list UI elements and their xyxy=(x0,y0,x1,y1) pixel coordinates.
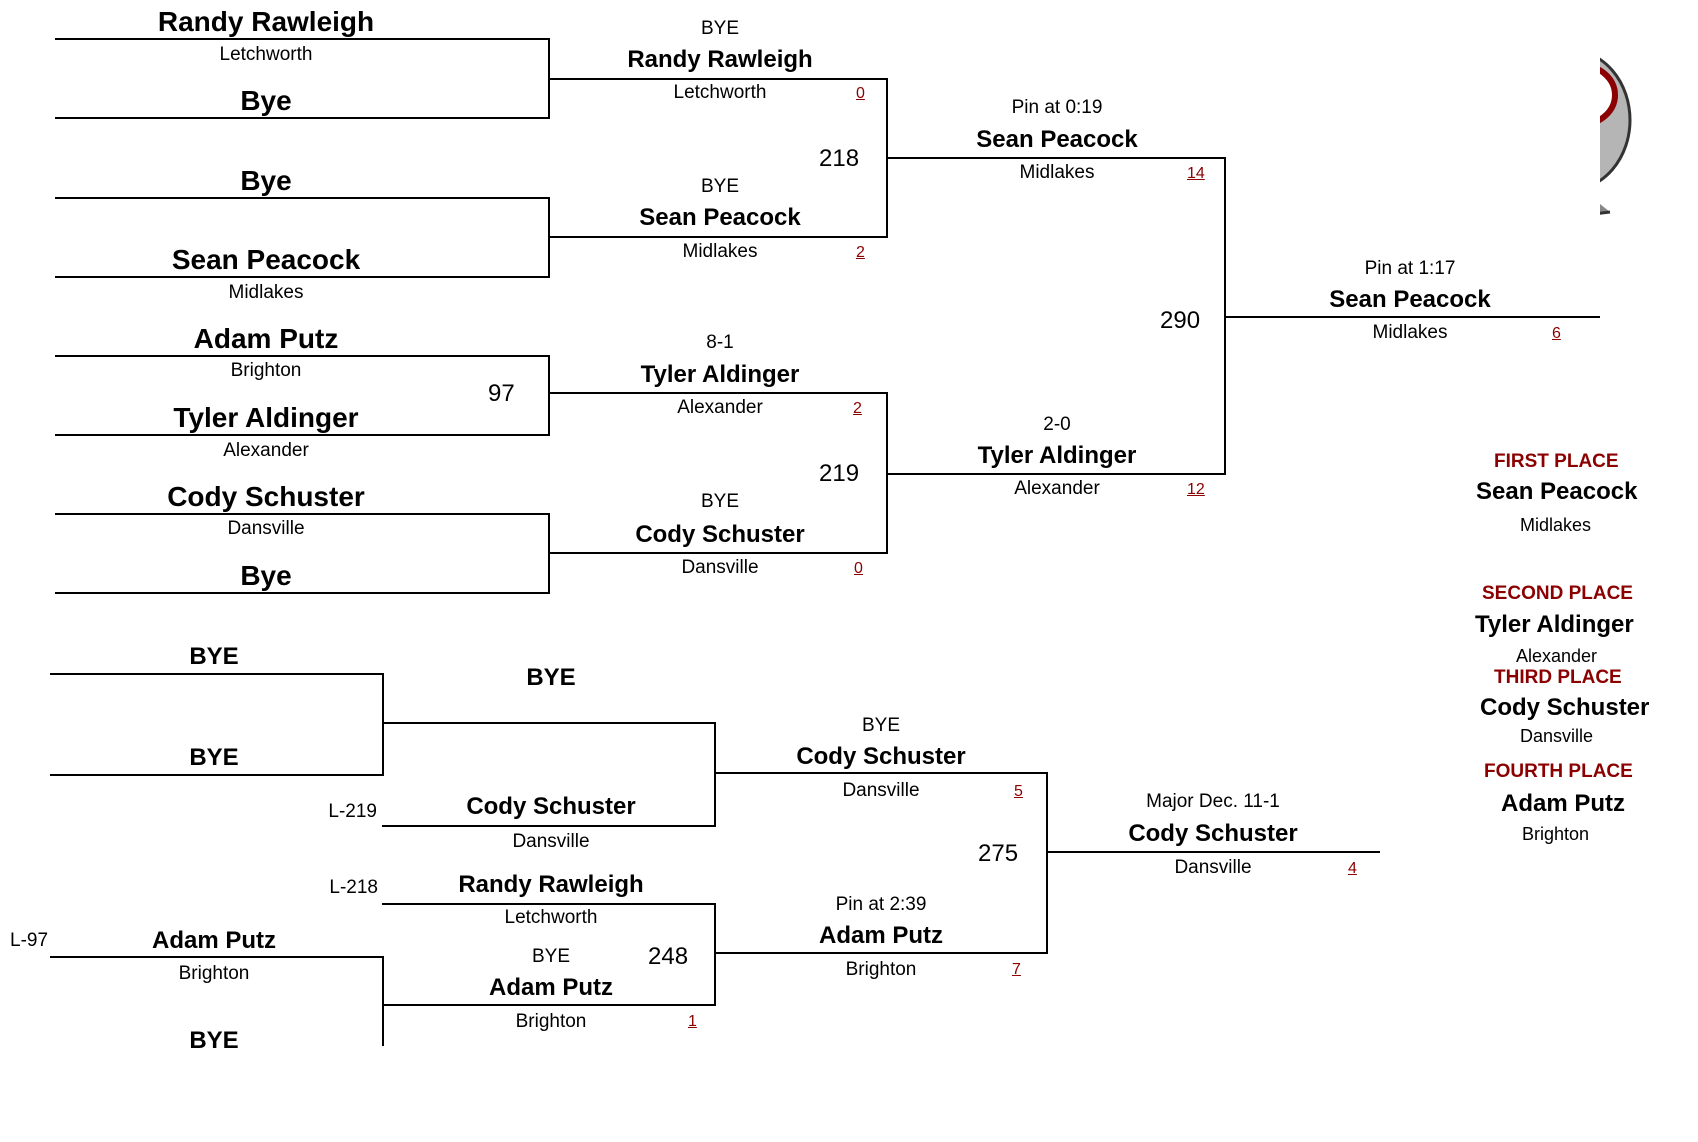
bracket-line xyxy=(55,197,550,199)
wrestler-team: Alexander xyxy=(1014,478,1100,499)
bracket-line xyxy=(548,392,888,394)
wrestler-name: Adam Putz xyxy=(488,974,614,1001)
match-result: Pin at 1:17 xyxy=(1364,258,1456,279)
champion-team: Midlakes xyxy=(1372,322,1448,343)
wrestler-team: Brighton xyxy=(178,963,250,984)
team-points: 1 xyxy=(688,1013,697,1030)
bracket-line xyxy=(886,473,1226,475)
wrestler-name: Cody Schuster xyxy=(796,743,966,770)
wrestler-team: Dansville xyxy=(512,831,590,852)
third-place-name: Cody Schuster xyxy=(1128,820,1298,847)
wrestler-team: Letchworth xyxy=(504,907,598,928)
wrestler-name: Randy Rawleigh xyxy=(157,6,375,37)
wrestler-name: Bye xyxy=(240,85,292,116)
bracket-line xyxy=(382,1004,716,1006)
team-points: 0 xyxy=(856,85,865,102)
match-result: BYE xyxy=(531,946,571,967)
wrestler-name: Cody Schuster xyxy=(167,481,365,512)
wrestler-name: BYE xyxy=(189,643,239,670)
bout-number: 290 xyxy=(1160,307,1201,334)
bout-number: 218 xyxy=(819,145,860,172)
bracket-line xyxy=(50,673,384,675)
wrestler-team: Midlakes xyxy=(682,241,758,262)
wrestler-name: Randy Rawleigh xyxy=(627,46,813,73)
bracket-line xyxy=(55,355,550,357)
team-points: 7 xyxy=(1012,961,1021,978)
match-result: Major Dec. 11-1 xyxy=(1146,791,1280,812)
wrestler-name: BYE xyxy=(189,744,239,771)
place-title-fourth: FOURTH PLACE xyxy=(1484,761,1633,782)
wrestler-team: Alexander xyxy=(677,397,763,418)
bout-number: 275 xyxy=(978,840,1019,867)
place-name-fourth: Adam Putz xyxy=(1501,790,1626,817)
team-points: 2 xyxy=(856,244,865,261)
place-name-second: Tyler Aldinger xyxy=(1475,611,1634,638)
wrestler-team: Midlakes xyxy=(228,282,304,303)
bracket-line xyxy=(548,236,888,238)
bracket-line xyxy=(55,434,550,436)
bracket-line xyxy=(714,772,1048,774)
bracket-line xyxy=(714,952,1048,954)
bracket-line xyxy=(55,592,550,594)
bracket-line xyxy=(55,513,550,515)
match-result: BYE xyxy=(700,18,740,39)
wrestler-name: Tyler Aldinger xyxy=(977,442,1137,469)
team-points: 12 xyxy=(1187,481,1205,498)
wrestler-team: Midlakes xyxy=(1019,162,1095,183)
bout-number: 248 xyxy=(648,943,689,970)
team-points: 14 xyxy=(1187,165,1205,182)
bracket-line xyxy=(50,774,384,776)
team-points: 6 xyxy=(1552,325,1561,342)
team-points: 5 xyxy=(1014,783,1023,800)
wrestler-name: Bye xyxy=(240,165,292,196)
bracket-line xyxy=(382,673,384,776)
source-bout: L-97 xyxy=(10,930,49,951)
bracket-line xyxy=(55,117,550,119)
bracket-line xyxy=(50,956,384,958)
match-result: Pin at 0:19 xyxy=(1011,97,1103,118)
wrestler-name: BYE xyxy=(189,1027,239,1054)
bracket-line xyxy=(1046,772,1048,954)
wrestler-team: Brighton xyxy=(845,959,917,980)
wrestler-name: Bye xyxy=(240,560,292,591)
bracket-line xyxy=(382,956,384,1046)
bracket-line xyxy=(382,722,716,724)
bout-number: 219 xyxy=(819,460,860,487)
bracket-line xyxy=(548,355,550,436)
hornet-mascot-icon xyxy=(1600,0,1698,240)
bracket-line xyxy=(886,157,1226,159)
team-points: 0 xyxy=(854,560,863,577)
wrestler-name: Tyler Aldinger xyxy=(173,402,359,433)
bout-number: 97 xyxy=(488,380,515,407)
bracket-line xyxy=(714,903,716,1006)
bracket-line xyxy=(548,78,888,80)
bracket-line xyxy=(382,825,716,827)
wrestler-name: Cody Schuster xyxy=(635,521,805,548)
wrestler-name: Adam Putz xyxy=(818,922,944,949)
source-bout: L-218 xyxy=(329,877,378,898)
match-result: 2-0 xyxy=(1043,414,1071,435)
wrestler-team: Brighton xyxy=(515,1011,587,1032)
bracket-line xyxy=(1046,851,1380,853)
match-result: BYE xyxy=(700,176,740,197)
third-place-team: Dansville xyxy=(1174,857,1252,878)
wrestler-team: Letchworth xyxy=(673,82,767,103)
match-result: BYE xyxy=(700,491,740,512)
place-team-third: Dansville xyxy=(1520,726,1594,746)
source-bout: L-219 xyxy=(328,801,377,822)
wrestler-team: Dansville xyxy=(681,557,759,578)
wrestler-name: Randy Rawleigh xyxy=(458,871,644,898)
bracket-line xyxy=(382,903,716,905)
wrestler-name: Adam Putz xyxy=(193,323,339,354)
team-points: 2 xyxy=(853,400,862,417)
wrestler-name: BYE xyxy=(526,664,576,691)
wrestler-team: Dansville xyxy=(842,780,920,801)
wrestler-team: Brighton xyxy=(230,360,302,381)
wrestler-team: Alexander xyxy=(223,440,309,461)
place-title-second: SECOND PLACE xyxy=(1482,583,1633,604)
champion-name: Sean Peacock xyxy=(1329,286,1491,313)
place-team-second: Alexander xyxy=(1516,646,1598,666)
wrestler-name: Adam Putz xyxy=(151,927,277,954)
wrestler-name: Tyler Aldinger xyxy=(640,361,800,388)
wrestler-name: Cody Schuster xyxy=(466,793,636,820)
wrestler-name: Sean Peacock xyxy=(171,244,361,275)
place-title-first: FIRST PLACE xyxy=(1494,451,1619,472)
match-result: BYE xyxy=(861,715,901,736)
wrestler-team: Dansville xyxy=(227,518,305,539)
place-name-first: Sean Peacock xyxy=(1476,478,1638,505)
place-name-third: Cody Schuster xyxy=(1480,694,1650,721)
bracket-line xyxy=(714,722,716,827)
bracket-line xyxy=(1224,316,1600,318)
wrestler-team: Letchworth xyxy=(219,44,313,65)
wrestler-name: Sean Peacock xyxy=(639,204,801,231)
place-team-first: Midlakes xyxy=(1520,515,1592,535)
place-team-fourth: Brighton xyxy=(1522,824,1590,844)
team-points: 4 xyxy=(1348,860,1357,877)
match-result: 8-1 xyxy=(706,332,734,353)
wrestler-name: Sean Peacock xyxy=(976,126,1138,153)
match-result: Pin at 2:39 xyxy=(835,894,927,915)
bracket-line xyxy=(548,552,888,554)
place-title-third: THIRD PLACE xyxy=(1494,667,1622,688)
bracket-line xyxy=(55,276,550,278)
bracket-line xyxy=(55,38,550,40)
